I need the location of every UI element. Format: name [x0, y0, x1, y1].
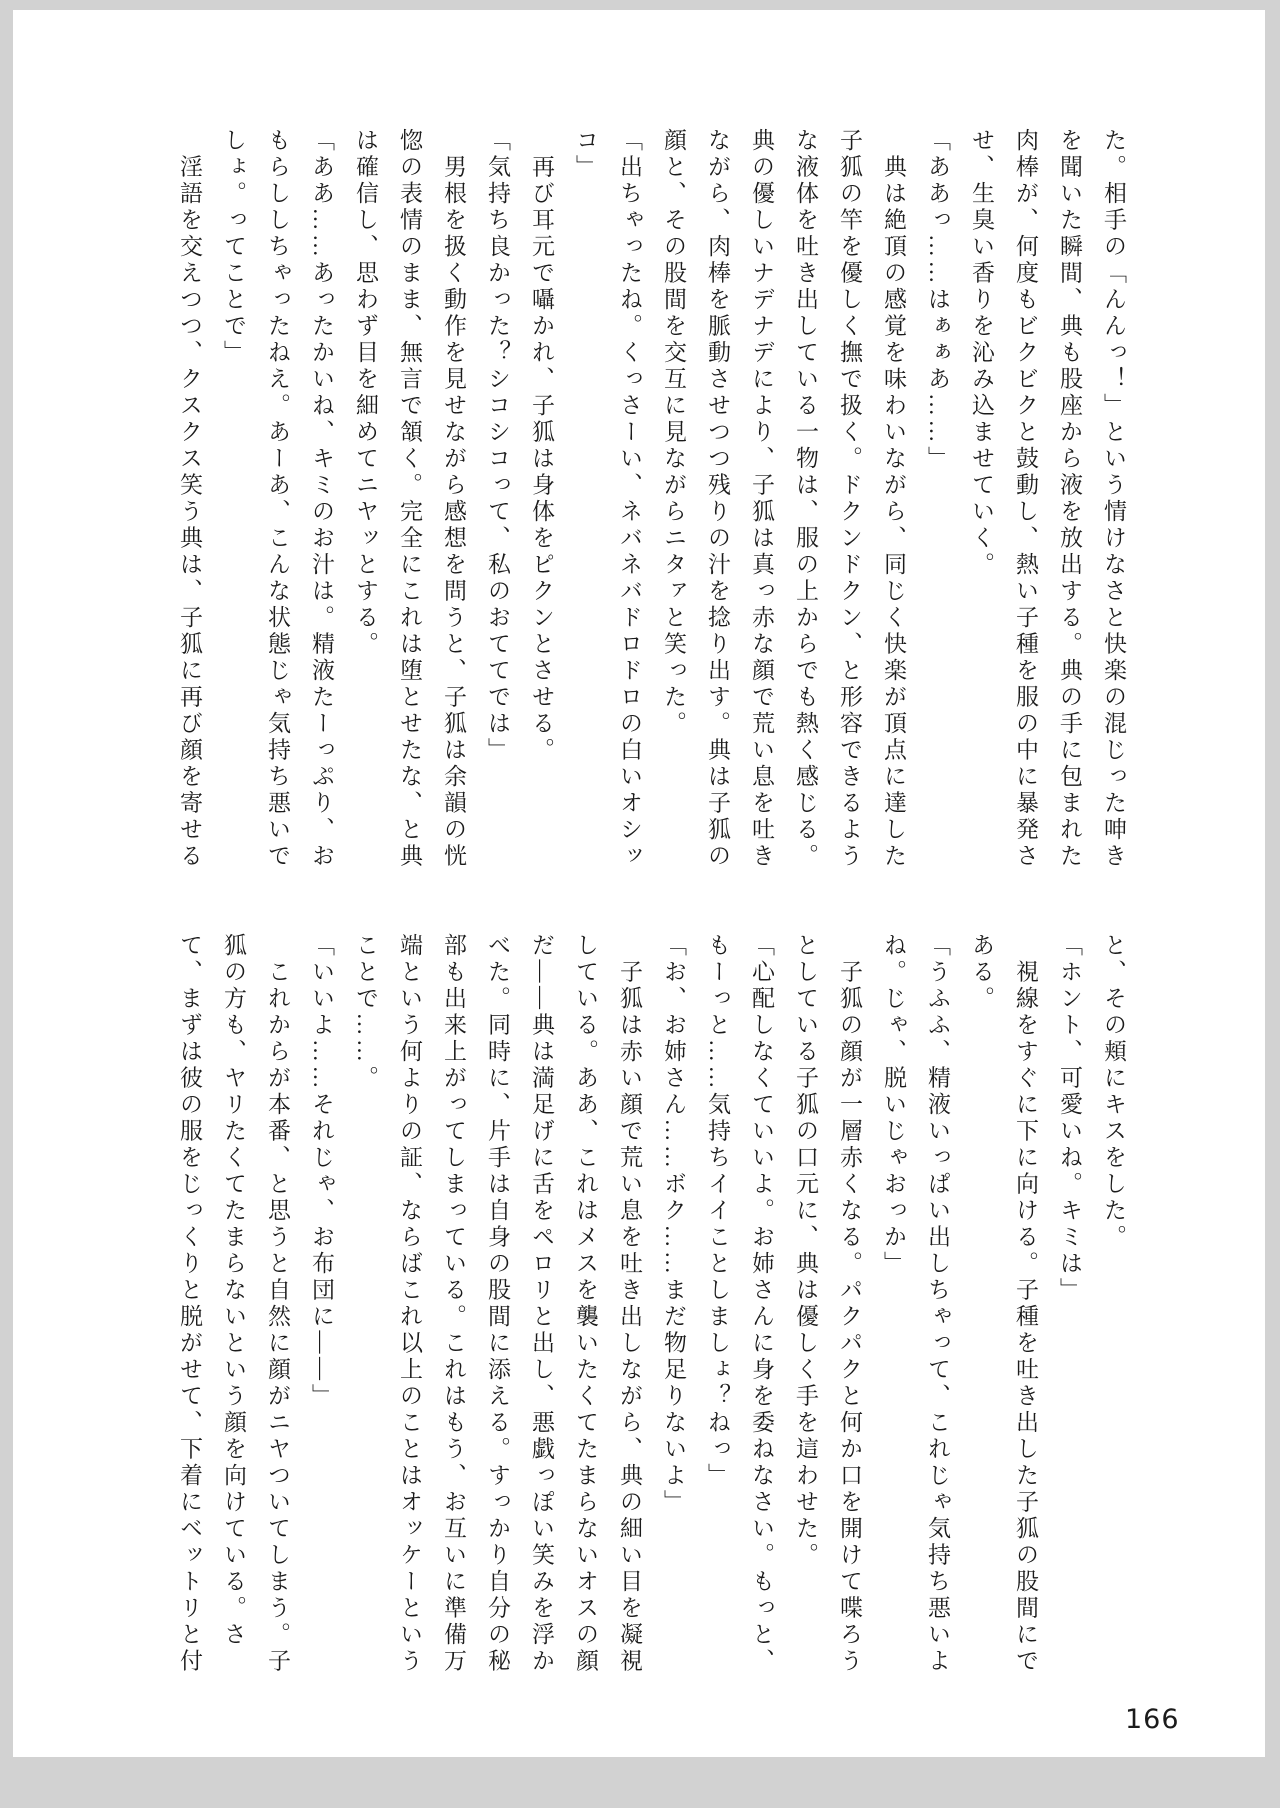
text-column: せ、生臭い香りを沁み込ませていく。 [969, 128, 994, 579]
text-column: 視線をすぐに下に向ける。子種を吐き出した子狐の股間にで [1013, 933, 1038, 1675]
text-column: 「うふふ、精液いっぱい出しちゃって、これじゃ気持ち悪いよ [925, 933, 950, 1675]
text-column: 「心配しなくていいよ。お姉さんに身を委ねなさい。もっと、 [749, 933, 774, 1675]
text-column: 子狐は赤い顔で荒い息を吐き出しながら、典の細い目を凝視 [617, 933, 642, 1675]
text-column: 顔と、その股間を交互に見ながらニタァと笑った。 [661, 128, 686, 738]
text-column: と、その頬にキスをした。 [1101, 933, 1126, 1251]
text-column: 典の優しいナデナデにより、子狐は真っ赤な顔で荒い息を吐き [749, 128, 774, 870]
text-column: 子狐の顔が一層赤くなる。パクパクと何か口を開けて喋ろう [837, 933, 862, 1675]
text-column: ある。 [969, 933, 994, 1013]
text-column: コ」 [573, 128, 598, 181]
text-column: 「ああ……あったかいね、キミのお汁は。精液たーっぷり、お [309, 128, 334, 870]
text-column: 端という何よりの証、ならばこれ以上のことはオッケーという [397, 933, 422, 1675]
text-block-top [167, 128, 1135, 873]
text-column: 肉棒が、何度もビクビクと鼓動し、熱い子種を服の中に暴発さ [1013, 128, 1038, 870]
text-column: な液体を吐き出している一物は、服の上からでも熱く感じる。 [793, 128, 818, 870]
text-column: は確信し、思わず目を細めてニヤッとする。 [353, 128, 378, 658]
text-column: ことで……。 [353, 933, 378, 1092]
text-column: 再び耳元で囁かれ、子狐は身体をピクンとさせる。 [529, 128, 554, 764]
text-column: 男根を扱く動作を見せながら感想を問うと、子狐は余韻の恍 [441, 128, 466, 870]
text-block-bottom [167, 933, 1135, 1678]
text-column: 子狐の竿を優しく撫で扱く。ドクンドクン、と形容できるよう [837, 128, 862, 870]
text-column: べた。同時に、片手は自身の股間に添える。すっかり自分の秘 [485, 933, 510, 1675]
text-column: ながら、肉棒を脈動させつつ残りの汁を捻り出す。典は子狐の [705, 128, 730, 870]
text-column: ね。じゃ、脱いじゃおっか」 [881, 933, 906, 1278]
text-column: これからが本番、と思うと自然に顔がニヤついてしまう。子 [265, 933, 290, 1675]
text-column: た。相手の「んんっ！」という情けなさと快楽の混じった呻き [1101, 128, 1126, 870]
text-column: だ――典は満足げに舌をペロリと出し、悪戯っぽい笑みを浮か [529, 933, 554, 1675]
text-column: 狐の方も、ヤリたくてたまらないという顔を向けている。さ [221, 933, 246, 1649]
text-column: 「出ちゃったね。くっさーい、ネバネバドロドロの白いオシッ [617, 128, 642, 870]
text-column: もらししちゃったねえ。あーあ、こんな状態じゃ気持ち悪いで [265, 128, 290, 870]
text-column: 淫語を交えつつ、クスクス笑う典は、子狐に再び顔を寄せる [177, 128, 202, 870]
text-column: て、まずは彼の服をじっくりと脱がせて、下着にベットリと付 [177, 933, 202, 1675]
text-column: 「いいよ……それじゃ、お布団に――」 [309, 933, 334, 1410]
text-column: しょ。ってことで」 [221, 128, 246, 367]
text-column: 典は絶頂の感覚を味わいながら、同じく快楽が頂点に達した [881, 128, 906, 870]
text-column: 「気持ち良かった？シコシコって、私のおててでは」 [485, 128, 510, 764]
text-column: 「お、お姉さん……ボク……まだ物足りないよ」 [661, 933, 686, 1516]
text-column: 部も出来上がってしまっている。これはもう、お互いに準備万 [441, 933, 466, 1675]
page-number: 166 [1125, 1704, 1180, 1735]
text-column: としている子狐の口元に、典は優しく手を這わせた。 [793, 933, 818, 1569]
text-column: もーっと……気持ちイイことしましょ？ねっ」 [705, 933, 730, 1490]
text-column: 惚の表情のまま、無言で頷く。完全にこれは堕とせたな、と典 [397, 128, 422, 870]
text-column: 「ああっ……はぁぁあ……」 [925, 128, 950, 473]
text-column: を聞いた瞬間、典も股座から液を放出する。典の手に包まれた [1057, 128, 1082, 870]
text-column: 「ホント、可愛いね。キミは」 [1057, 933, 1082, 1304]
book-page [13, 10, 1265, 1757]
text-column: している。ああ、これはメスを襲いたくてたまらないオスの顔 [573, 933, 598, 1675]
